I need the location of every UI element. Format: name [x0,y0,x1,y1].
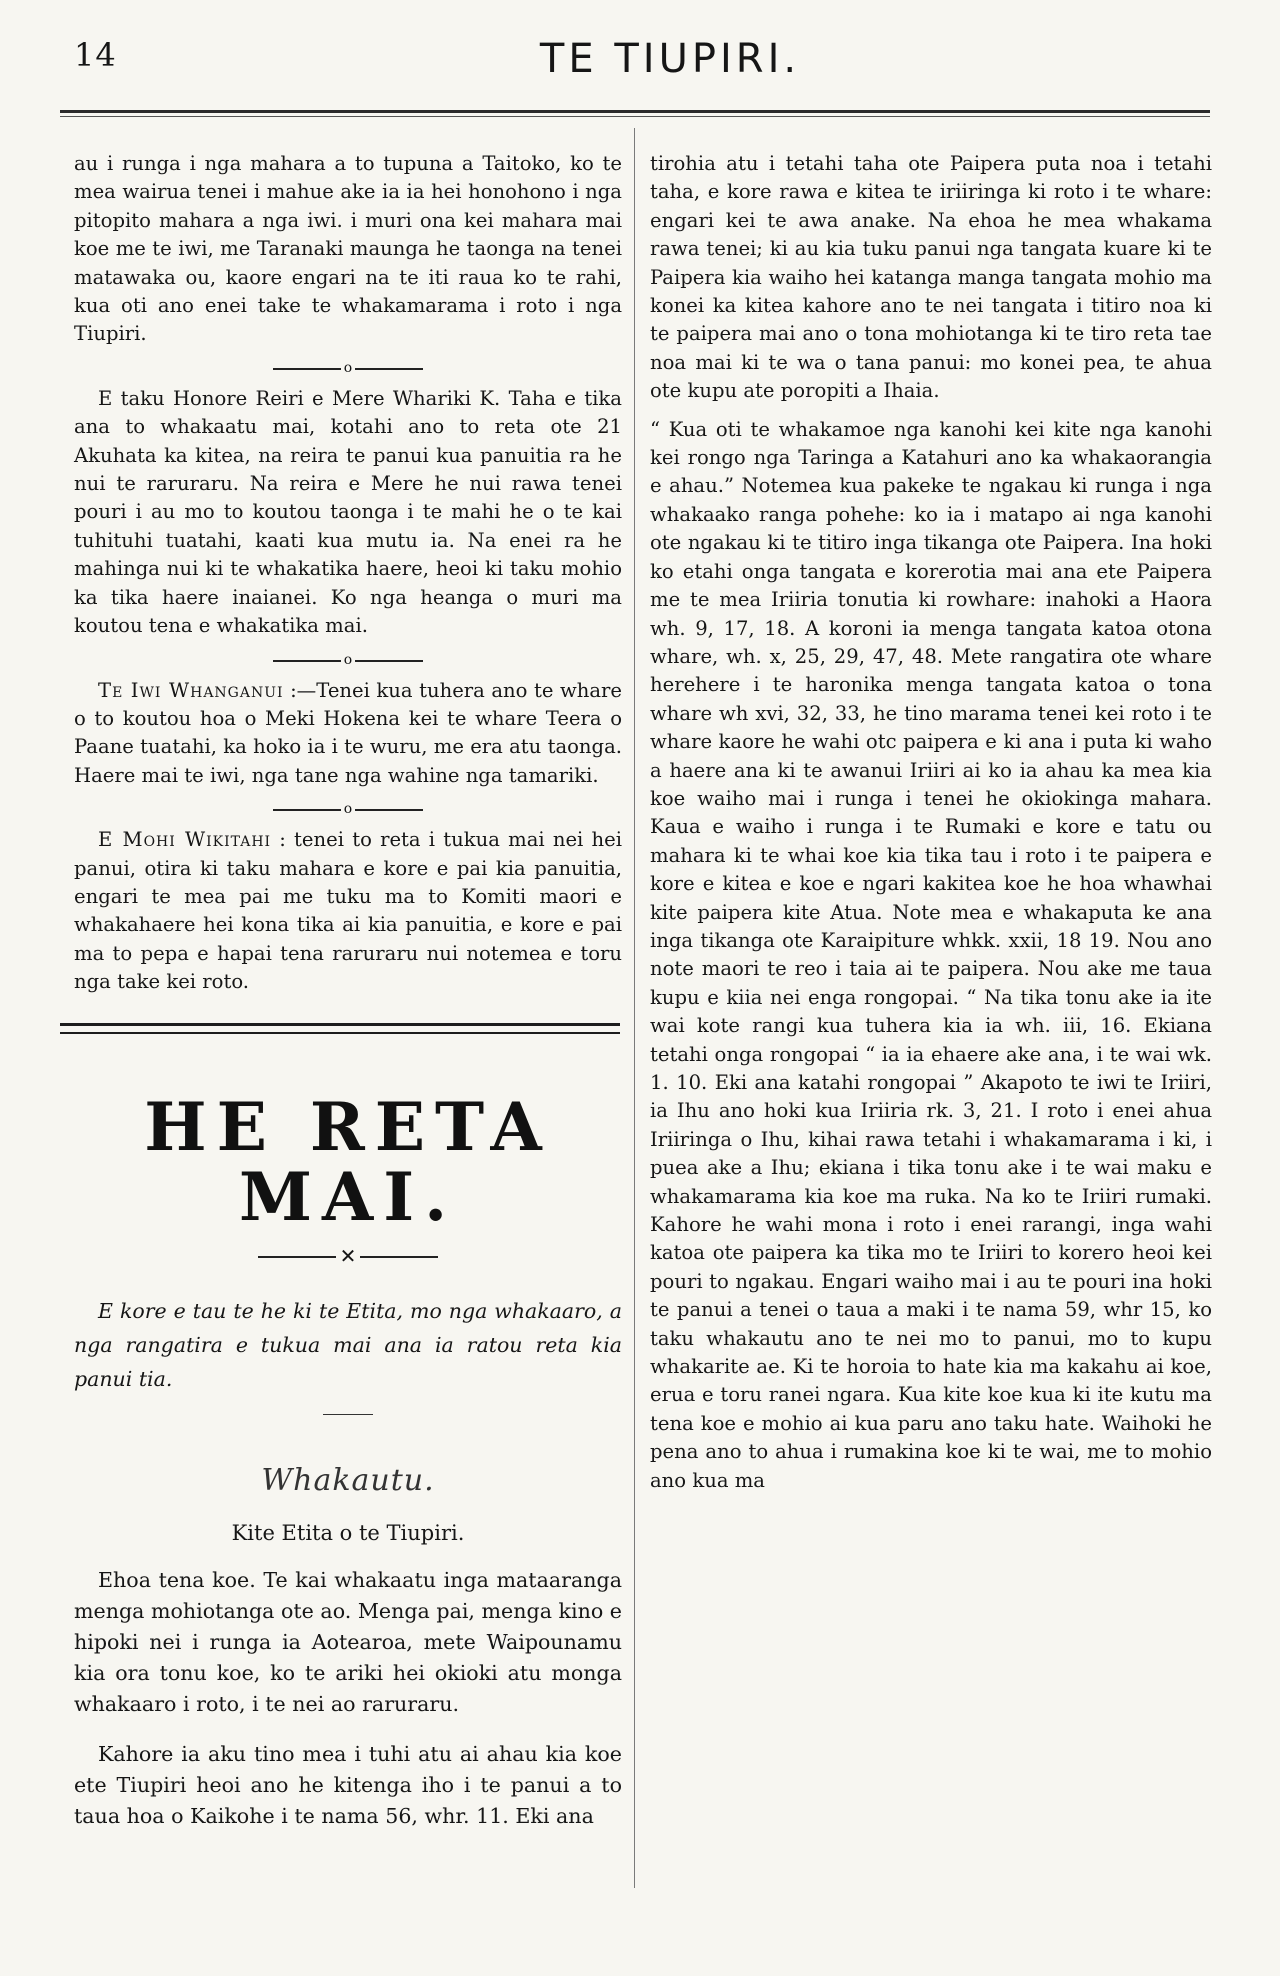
notice-wikitahi [74,826,622,996]
section-separator: o [273,361,423,375]
notice-whanganui-name: Te Iwi Whanganui [98,678,284,702]
ornament-cross-icon: ✕ [336,1244,360,1268]
notice-reiri-name: E taku Honore Reiri e Mere Whariki K. [98,386,501,410]
right-paragraph-2: “ Kua oti te whakamoe nga kanohi kei kite nga kanohi kei rongo nga Taringa a Katahuri ano ka whakaorangia e ahau.” Notemea kua pakeke te ngakau ki runga i nga whakaako ranga pohehe: ko ia i matapo ai nga kanohi ote ngakau ki te titiro inga tikanga ote Paipera. Ina hoki ko etahi onga tangata e korerotia mai ana ete Paipera me te mea Iriiria tonutia ki rowhare: inahoki a Haora wh. 9, 17, 18. A koroni ia menga tangata katoa otona whare, wh. x, 25, 29, 47, 48. Mete rangatira ote whare herehere i te haronika menga tangata katoa o tona whare wh xvi, 32, 33, he tino marama tenei kei roto i te whare kaore he wahi otc paipera e ki ana i puta ki waho a haere ana ki te awanui Iriiri ai ko ia ahau ka mea kia koe waiho mai i runga i tenei he okiokinga mahara. Kaua e waiho i runga i te Rumaki e kore e tatu ou mahara ki te whai koe kia tika tau i roto i te paipera e kore e kitea e koe e ngari kakitea koe he hoa whawhai kite paipera kite Atua. Note mea e whakaputa ke ana inga tikanga ote Karaipiture whkk. xxii, 18 19. Nou ano note maori te reo i taia ai te paipera. Nou ake me taua kupu e kiia nei enga rongopai. “ Na tika tonu ake ia ite wai kote rangi kua tuhera kia ia wh. iii, 16. Ekiana tetahi onga rongopai “ ia ia ehaere ake ana, i te wai wk. 1. 10. Eki ana katahi rongopai ” Akapoto te iwi te Iriiri, ia Ihu ano hoki kua Iriiria rk. 3, 21. I roto i enei ahua Iriiringa o Ihu, kihai rawa tetahi i whakamarama i ki, i puea ake a Ihu; ekiana i tika tonu ake i te wai maku e whakamarama kia koe ma ruka. Na ko te Iriiri rumaki. Kahore he wahi mona i roto i enei rarangi, inga wahi katoa ote paipera ka tika mo te Iriiri to korero heoi kei pouri to ngakau. Engari waiho mai i au te pouri ina hoki te panui a tenei o taua a maki i te nama 59, whr 15, ko taku whakautu ano te nei mo to panui, mo to kupu whakarite ae. Ki te horoia to hate kia ma kakahu ai koe, erua e toru ranei ngara. Kua kite koe kua ki ite kutu ma tena koe e mohio ai kua paru ano taku hate. Waihoki he pena ano to ahua i rumakina koe ki te wai, me to mohio ano kua ma [650,417,1212,1492]
letter-body [74,1565,622,1831]
notice-reiri [74,385,622,641]
ornament-divider [258,1243,438,1268]
section-separator: o [273,653,423,667]
right-paragraph-1: tirohia atu i tetahi taha ote Paipera puta noa i tetahi taha, e kore rawa e kitea te iriiringa ki roto i te whare: engari kei te awa anake. Na ehoa he mea whakama rawa tenei; ki au kia tuku panui nga tangata kuare ki te Paipera kia waiho hei katanga manga tangata mohio ma konei ka kitea kahore ano te nei tangata i titiro noa ki te paipera mai ano o tona mohiotanga ki te tiro reta tae noa mai ki te wa o tana panui: mo konei pea, te ahua ote kupu ate poropiti a Ihaia. [650,152,1212,403]
notice-wikitahi-name: E Mohi Wikitahi [98,828,272,852]
section-separator: o [273,802,423,816]
notice-whanganui [74,677,622,791]
section-headline: HE RETA MAI. [144,1087,552,1236]
letter-paragraph-1: Ehoa tena koe. Te kai whakaatu inga mataaranga menga mohiotanga ote ao. Menga pai, menga kino e hipoki nei i runga ia Aotearoa, mete Waipounamu kia ora tonu koe, ko te ariki hei okioki atu monga whakaaro i roto, i te nei ao raruraru. [74,1568,622,1716]
notice-reiri-text: Taha e tika ana to whakaatu mai, kotahi ano to reta ote 21 Akuhata ka kitea, na reira te panui kua panuitia ra he nui te raruraru. Na reira e Mere he nui rawa tenei pouri i au mo to koutou taonga i te mahi he o te kai tuhituhi tuatahi, kaati kua mutu ia. Na enei ra he mahinga nui ki te whakatika haere, heoi ki taku mohio ka tika haere inaianei. Ko nga heanga o muri ma koutou tena e whakatika mai. [74,386,622,638]
short-rule [323,1414,373,1415]
left-column [74,150,622,1832]
letter-paragraph-2: Kahore ia aku tino mea i tuhi atu ai ahau kia koe ete Tiupiri heoi ano he kitenga iho i te panui a to taua hoa o Kaikohe i te nama 56, whr. 11. Eki ana [74,1742,622,1828]
header-rule [60,110,1210,117]
column-divider [634,128,635,1888]
letter-salutation-header: Kite Etita o te Tiupiri. [231,1520,465,1545]
editor-disclaimer: E kore e tau te he ki te Etita, mo nga whakaaro, a nga rangatira e tukua mai ana ia ratou reta kia panui tia. [74,1298,622,1391]
masthead-title: TE TIUPIRI. [539,36,801,82]
section-double-rule [60,1023,620,1034]
notice-wikitahi-text: : tenei to reta i tukua mai nei hei panui, otira ki taku mahara e kore e pai kia panuitia, engari te mea pai me tuku ma to Komiti maori e whakahaere hei kona tika ai kia panuitia, e kore e pai ma to pepa e hapai tena raruraru nui notemea e toru nga take kei roto. [74,828,622,994]
page-number: 14 [74,36,117,74]
left-paragraph-1: au i runga i nga mahara a to tupuna a Taitoko, ko te mea wairua tenei i mahue ake ia ia hei honohono i nga pitopito mahara a nga iwi. i muri ona kei mahara mai koe me te iwi, me Taranaki maunga he taonga na tenei matawaka ou, kaore engari na te iti raua ko te rahi, kua oti ano enei take te whakamarama i roto i nga Tiupiri. [74,152,622,346]
letter-subhead: Whakautu. [261,1462,435,1498]
right-column [650,150,1212,1495]
notice-whanganui-text: :—Tenei kua tuhera ano te whare o to koutou hoa o Meki Hokena kei te whare Teera o Paane tuatahi, ka hoko ia i te wuru, me era atu taonga. Haere mai te iwi, nga tane nga wahine nga tamariki. [74,678,622,787]
